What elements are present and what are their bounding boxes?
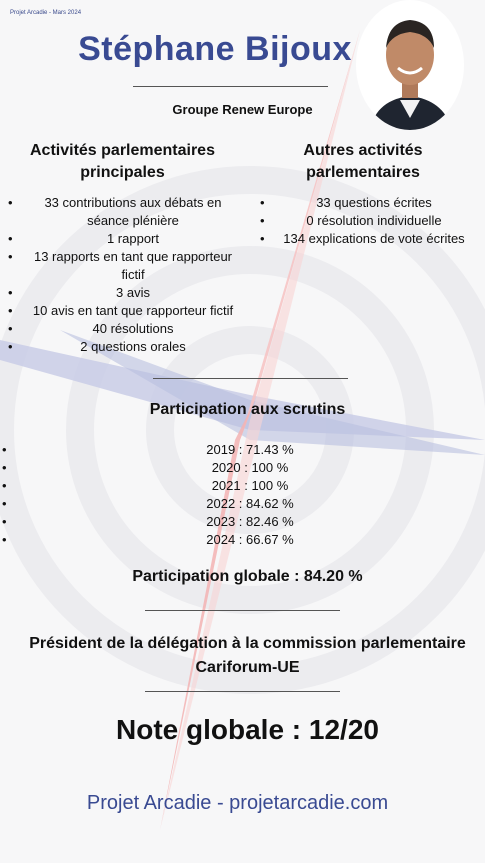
other-activities-list (276, 194, 472, 248)
global-score: Note globale : 12/20 (116, 714, 379, 745)
project-tag: Projet Arcadie - Mars 2024 (10, 10, 82, 16)
other-activities-section (258, 140, 468, 248)
scrutins-title: Participation aux scrutins (149, 401, 346, 418)
list-item: • 3 avis (24, 284, 242, 302)
main-activities-title: Activités parlementaires principales (30, 142, 215, 181)
list-item: • 40 résolutions (24, 320, 242, 338)
role-statement: Président de la délégation à la commission parlementaire Cariforum-UE (29, 635, 466, 676)
list-item: • 2022 : 84.62 % (18, 495, 482, 513)
portrait-photo (356, 0, 464, 130)
divider (153, 378, 348, 379)
main-activities-list (24, 194, 242, 356)
list-item: • 134 explications de vote écrites (276, 230, 472, 248)
divider (133, 86, 328, 87)
divider (145, 691, 340, 692)
list-item: • 2 questions orales (24, 338, 242, 356)
global-participation: Participation globale : 84.20 % (132, 568, 363, 585)
scrutins-list (18, 441, 482, 549)
list-item: • 10 avis en tant que rapporteur fictif (24, 302, 242, 320)
main-activities-section (0, 140, 245, 356)
list-item: • 2021 : 100 % (18, 477, 482, 495)
political-group: Groupe Renew Europe (172, 102, 313, 117)
list-item: • 33 questions écrites (276, 194, 472, 212)
list-item: • 33 contributions aux débats en séance plénière (24, 194, 242, 230)
list-item: • 2020 : 100 % (18, 459, 482, 477)
list-item: • 1 rapport (24, 230, 242, 248)
list-item: • 2023 : 82.46 % (18, 513, 482, 531)
page-title: Stéphane Bijoux (78, 30, 352, 68)
list-item: • 0 résolution individuelle (276, 212, 472, 230)
list-item: • 2019 : 71.43 % (18, 441, 482, 459)
other-activities-title: Autres activités parlementaires (303, 142, 423, 181)
divider (145, 610, 340, 611)
list-item: • 13 rapports en tant que rapporteur fictif (24, 248, 242, 284)
list-item: • 2024 : 66.67 % (18, 531, 482, 549)
scrutins-section (0, 441, 485, 549)
footer-link[interactable]: Projet Arcadie - projetarcadie.com (86, 792, 389, 814)
